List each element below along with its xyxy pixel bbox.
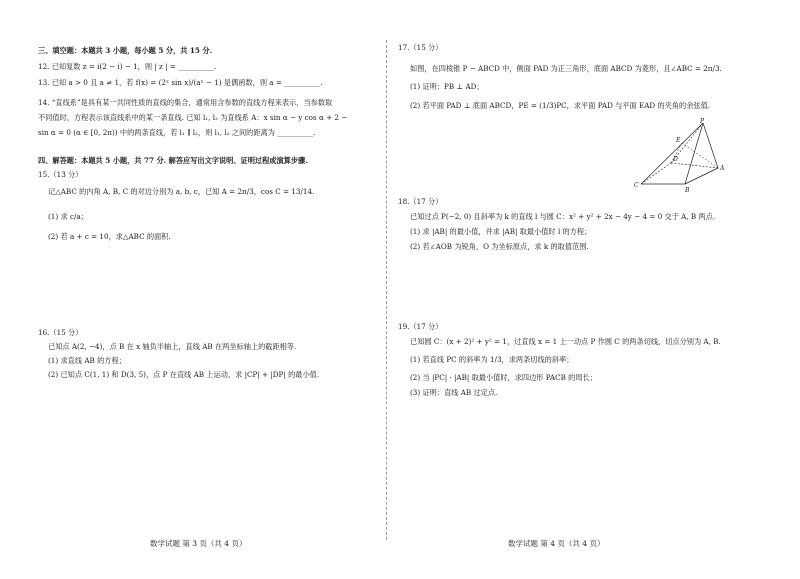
question-18-title: 18.（17 分） bbox=[398, 197, 443, 206]
edge-DA-hidden bbox=[671, 163, 718, 168]
question-16-part2: (2) 已知点 C(1, 1) 和 D(3, 5)，点 P 在直线 AB 上运动，求 |CP| + |DP| 的最小值. bbox=[48, 370, 320, 379]
label-B: B bbox=[685, 187, 690, 193]
right-page bbox=[388, 0, 800, 579]
question-19-part3: (3) 证明：直线 AB 过定点. bbox=[410, 388, 498, 397]
question-12: 12. 已知复数 z = i(2 − i) − 1，则 | z | = __________. bbox=[38, 62, 217, 71]
question-15-title: 15.（13 分） bbox=[38, 170, 83, 179]
question-14-line3: sin α = 0 (α ∈ [0, 2π)) 中的两条直线，若 l₁ ∥ l₂，则 l₁, l₂ 之间的距离为 __________. bbox=[38, 128, 316, 137]
question-17-title: 17.（15 分） bbox=[398, 43, 443, 52]
question-18-part1: (1) 求 |AB| 的最小值，并求 |AB| 取最小值时 l 的方程； bbox=[410, 227, 592, 236]
question-19-title: 19.（17 分） bbox=[398, 322, 443, 331]
question-14-line1: 14. “直线系”是具有某一共同性质的直线的集合，通常用含参数的直线方程来表示，当参数取 bbox=[38, 98, 333, 107]
right-page-footer: 数学试题 第 4 页（共 4 页） bbox=[508, 539, 605, 548]
section4-heading: 四、解答题：本题共 5 小题，共 77 分. 解答应写出文字说明、证明过程或演算步骤. bbox=[38, 156, 308, 165]
question-19-stem: 已知圆 C：(x + 2)² + y² = 1，过直线 x = 1 上一动点 P 作圆 C 的两条切线，切点分别为 A, B. bbox=[410, 337, 721, 346]
question-16-part1: (1) 求直线 AB 的方程； bbox=[48, 356, 126, 365]
question-18-part2: (2) 若∠AOB 为锐角，O 为坐标原点，求 k 的取值范围. bbox=[410, 242, 589, 251]
question-17-part2: (2) 若平面 PAD ⊥ 底面 ABCD，PE = (1/3)PC，求平面 PAD 与平面 EAD 的夹角的余弦值. bbox=[410, 101, 711, 110]
question-15-stem: 记△ABC 的内角 A, B, C 的对边分别为 a, b, c，已知 A = 2π/3，cos C = 13/14. bbox=[48, 187, 315, 196]
left-page bbox=[0, 0, 388, 579]
question-16-title: 16.（15 分） bbox=[38, 328, 83, 337]
question-13: 13. 已知 a > 0 且 a ≠ 1，若 f(x) = (2ˣ sin x)/(aˣ − 1) 是偶函数，则 a = __________. bbox=[38, 78, 323, 87]
question-16-stem: 已知点 A(2, −4)，点 B 在 x 轴负半轴上，直线 AB 在两坐标轴上的截距相等. bbox=[48, 342, 297, 351]
segment-EA bbox=[682, 143, 718, 168]
edge-CA bbox=[685, 168, 718, 184]
question-14-line2: 不同值时，方程表示该直线系中的某一条直线. 已知 l₁, l₂ 为直线系 A：x sin α − y cos α + 2 − bbox=[38, 113, 348, 122]
question-17-stem: 如图，在四棱锥 P − ABCD 中，侧面 PAD 为正三角形，底面 ABCD 为菱形，且∠ABC = 2π/3. bbox=[410, 64, 722, 73]
label-D: D bbox=[673, 156, 678, 163]
question-17-part1: (1) 证明：PB ⊥ AD； bbox=[410, 82, 484, 91]
question-15-part1: (1) 求 c/a； bbox=[48, 212, 88, 221]
label-C: C bbox=[634, 182, 639, 189]
question-18-stem: 已知过点 P(−2, 0) 且斜率为 k 的直线 l 与圆 C：x² + y² + 2x − 4y − 4 = 0 交于 A, B 两点. bbox=[410, 212, 716, 221]
pyramid-figure bbox=[633, 118, 728, 193]
section3-heading: 三、填空题：本题共 3 小题，每小题 5 分，共 15 分. bbox=[38, 46, 213, 55]
label-E: E bbox=[676, 137, 681, 144]
edge-PA bbox=[703, 123, 718, 168]
edge-CD-hidden bbox=[641, 163, 671, 184]
question-19-part2: (2) 当 |PC| · |AB| 取最小值时，求四边形 PACB 的周长； bbox=[410, 373, 597, 382]
label-P: P bbox=[700, 118, 705, 125]
label-A: A bbox=[720, 165, 725, 172]
left-page-footer: 数学试题 第 3 页（共 4 页） bbox=[150, 539, 247, 548]
question-19-part1: (1) 若直线 PC 的斜率为 1/3，求两条切线的斜率； bbox=[410, 355, 574, 364]
question-15-part2: (2) 若 a + c = 10，求△ABC 的面积. bbox=[48, 232, 171, 241]
